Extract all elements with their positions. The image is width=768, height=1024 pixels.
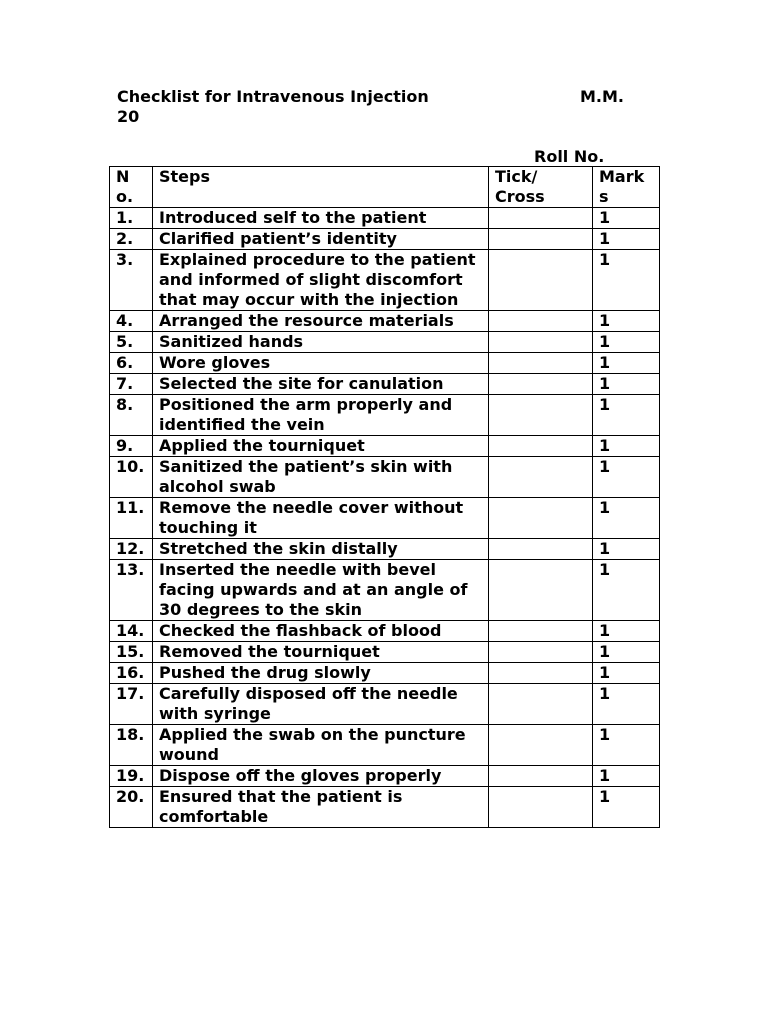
marks-cell: 1 — [593, 663, 660, 684]
tick-cross-cell[interactable] — [489, 457, 593, 498]
step-description: Inserted the needle with bevel facing upwards and at an angle of 30 degrees to the skin — [153, 560, 489, 621]
step-number: 8. — [110, 395, 153, 436]
step-description: Clarified patient’s identity — [153, 229, 489, 250]
step-number: 18. — [110, 725, 153, 766]
marks-cell: 1 — [593, 787, 660, 828]
step-number: 11. — [110, 498, 153, 539]
step-description: Positioned the arm properly and identified the vein — [153, 395, 489, 436]
max-marks-label: M.M. — [580, 87, 624, 106]
step-number: 1. — [110, 208, 153, 229]
table-row — [110, 725, 660, 766]
marks-cell: 1 — [593, 560, 660, 621]
tick-cross-cell[interactable] — [489, 395, 593, 436]
step-description: Selected the site for canulation — [153, 374, 489, 395]
table-row — [110, 436, 660, 457]
marks-cell: 1 — [593, 229, 660, 250]
step-description: Pushed the drug slowly — [153, 663, 489, 684]
marks-cell: 1 — [593, 374, 660, 395]
table-row — [110, 353, 660, 374]
table-row — [110, 457, 660, 498]
step-description: Stretched the skin distally — [153, 539, 489, 560]
step-number: 6. — [110, 353, 153, 374]
table-row — [110, 332, 660, 353]
tick-cross-cell[interactable] — [489, 663, 593, 684]
table-row — [110, 229, 660, 250]
tick-cross-cell[interactable] — [489, 311, 593, 332]
tick-cross-cell[interactable] — [489, 229, 593, 250]
table-row — [110, 395, 660, 436]
tick-cross-cell[interactable] — [489, 621, 593, 642]
step-description: Dispose off the gloves properly — [153, 766, 489, 787]
step-number: 9. — [110, 436, 153, 457]
tick-cross-cell[interactable] — [489, 787, 593, 828]
table-row — [110, 787, 660, 828]
marks-cell: 1 — [593, 332, 660, 353]
table-row — [110, 560, 660, 621]
column-header-steps: Steps — [153, 167, 489, 208]
step-description: Carefully disposed off the needle with syringe — [153, 684, 489, 725]
marks-cell: 1 — [593, 311, 660, 332]
marks-cell: 1 — [593, 621, 660, 642]
step-number: 14. — [110, 621, 153, 642]
marks-cell: 1 — [593, 436, 660, 457]
tick-cross-cell[interactable] — [489, 250, 593, 311]
table-header-row — [110, 167, 660, 208]
column-header-no: No. — [110, 167, 153, 208]
tick-cross-cell[interactable] — [489, 208, 593, 229]
tick-cross-cell[interactable] — [489, 498, 593, 539]
checklist-table — [109, 166, 660, 828]
marks-cell: 1 — [593, 208, 660, 229]
marks-cell: 1 — [593, 766, 660, 787]
step-number: 16. — [110, 663, 153, 684]
step-number: 12. — [110, 539, 153, 560]
step-description: Removed the tourniquet — [153, 642, 489, 663]
step-description: Applied the tourniquet — [153, 436, 489, 457]
step-description: Wore gloves — [153, 353, 489, 374]
tick-cross-cell[interactable] — [489, 642, 593, 663]
step-description: Sanitized the patient’s skin with alcohol swab — [153, 457, 489, 498]
marks-cell: 1 — [593, 684, 660, 725]
marks-cell: 1 — [593, 457, 660, 498]
column-header-tick-cross: Tick/ Cross — [489, 167, 593, 208]
step-number: 17. — [110, 684, 153, 725]
step-number: 15. — [110, 642, 153, 663]
tick-cross-cell[interactable] — [489, 766, 593, 787]
marks-cell: 1 — [593, 250, 660, 311]
table-row — [110, 663, 660, 684]
tick-cross-cell[interactable] — [489, 353, 593, 374]
step-description: Sanitized hands — [153, 332, 489, 353]
step-number: 3. — [110, 250, 153, 311]
marks-cell: 1 — [593, 642, 660, 663]
max-marks-value: 20 — [117, 107, 140, 126]
step-description: Ensured that the patient is comfortable — [153, 787, 489, 828]
marks-cell: 1 — [593, 353, 660, 374]
table-row — [110, 684, 660, 725]
step-number: 2. — [110, 229, 153, 250]
step-number: 13. — [110, 560, 153, 621]
table-row — [110, 498, 660, 539]
step-description: Explained procedure to the patient and informed of slight discomfort that may occur with the injection — [153, 250, 489, 311]
step-number: 20. — [110, 787, 153, 828]
tick-cross-cell[interactable] — [489, 725, 593, 766]
tick-cross-cell[interactable] — [489, 332, 593, 353]
step-description: Arranged the resource materials — [153, 311, 489, 332]
step-description: Remove the needle cover without touching it — [153, 498, 489, 539]
marks-cell: 1 — [593, 395, 660, 436]
table-row — [110, 766, 660, 787]
step-number: 10. — [110, 457, 153, 498]
table-row — [110, 250, 660, 311]
step-description: Introduced self to the patient — [153, 208, 489, 229]
step-number: 4. — [110, 311, 153, 332]
table-row — [110, 642, 660, 663]
marks-cell: 1 — [593, 725, 660, 766]
tick-cross-cell[interactable] — [489, 436, 593, 457]
table-row — [110, 539, 660, 560]
step-description: Checked the flashback of blood — [153, 621, 489, 642]
roll-no-label: Roll No. — [534, 147, 605, 166]
step-description: Applied the swab on the puncture wound — [153, 725, 489, 766]
table-row — [110, 208, 660, 229]
checklist-body — [110, 208, 660, 828]
step-number: 5. — [110, 332, 153, 353]
step-number: 19. — [110, 766, 153, 787]
tick-cross-cell[interactable] — [489, 560, 593, 621]
document-title: Checklist for Intravenous Injection — [117, 87, 429, 106]
tick-cross-cell[interactable] — [489, 374, 593, 395]
table-row — [110, 621, 660, 642]
tick-cross-cell[interactable] — [489, 684, 593, 725]
table-row — [110, 374, 660, 395]
marks-cell: 1 — [593, 498, 660, 539]
tick-cross-cell[interactable] — [489, 539, 593, 560]
table-row — [110, 311, 660, 332]
step-number: 7. — [110, 374, 153, 395]
marks-cell: 1 — [593, 539, 660, 560]
column-header-marks: Marks — [593, 167, 660, 208]
